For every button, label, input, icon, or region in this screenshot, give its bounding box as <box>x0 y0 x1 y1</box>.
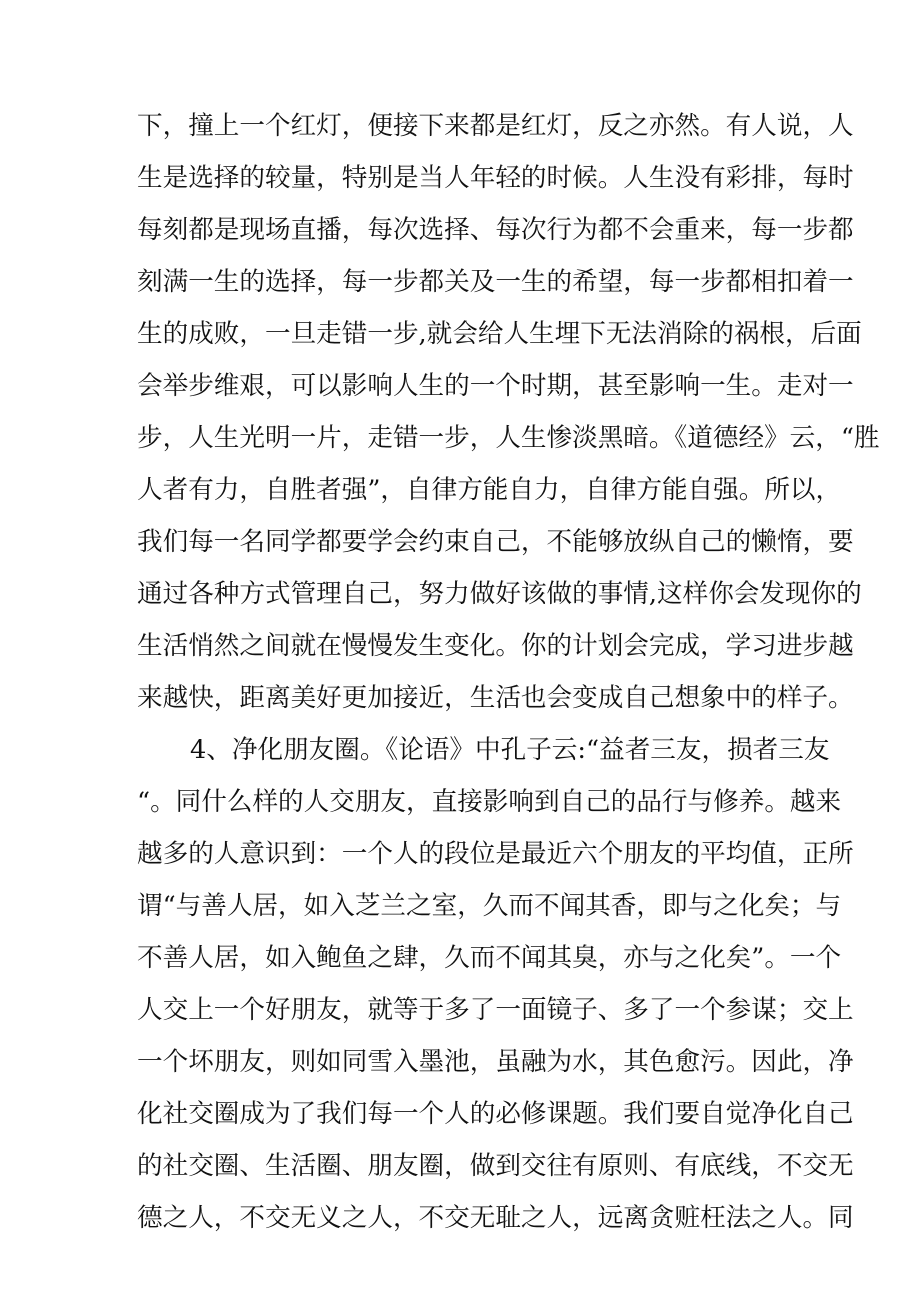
text-line: 每刻都是现场直播，每次选择、每次行为都不会重来，每一步都 <box>137 215 854 245</box>
text-line: 生的成败，一旦走错一步,就会给人生埋下无法消除的祸根，后面 <box>137 319 862 349</box>
text-line: 生是选择的较量，特别是当人年轻的时候。人生没有彩排，每时 <box>137 163 854 193</box>
text-line: 人交上一个好朋友，就等于多了一面镜子、多了一个参谋；交上 <box>137 995 854 1025</box>
text-line: 越多的人意识到：一个人的段位是最近六个朋友的平均值，正所 <box>137 839 854 869</box>
text-line-paragraph-end: 来越快，距离美好更加接近，生活也会变成自己想象中的样子。 <box>137 683 854 713</box>
text-line: 德之人，不交无义之人，不交无耻之人，远离贪赃枉法之人。同 <box>137 1203 854 1233</box>
text-line: 通过各种方式管理自己，努力做好该做的事情,这样你会发现你的 <box>137 579 862 609</box>
text-line: 会举步维艰，可以影响人生的一个时期，甚至影响一生。走对一 <box>137 371 854 401</box>
text-line: 刻满一生的选择，每一步都关及一生的希望，每一步都相扣着一 <box>137 267 854 297</box>
text-line: 人者有力，自胜者强”，自律方能自力，自律方能自强。所以， <box>137 475 842 505</box>
text-line: 我们每一名同学都要学会约束自己，不能够放纵自己的懒惰，要 <box>137 527 854 557</box>
text-line: 谓“与善人居，如入芝兰之室，久而不闻其香，即与之化矣；与 <box>137 891 842 921</box>
text-line: 的社交圈、生活圈、朋友圈，做到交往有原则、有底线，不交无 <box>137 1151 854 1181</box>
text-line: 化社交圈成为了我们每一个人的必修课题。我们要自觉净化自己 <box>137 1099 854 1129</box>
text-line: “。同什么样的人交朋友，直接影响到自己的品行与修养。越来 <box>137 787 842 817</box>
text-line: 一个坏朋友，则如同雪入墨池，虽融为水，其色愈污。因此，净 <box>137 1047 854 1077</box>
text-line: 步，人生光明一片，走错一步，人生惨淡黑暗。《道德经》云，“胜 <box>137 423 880 453</box>
text-line: 生活悄然之间就在慢慢发生变化。你的计划会完成，学习进步越 <box>137 631 854 661</box>
text-line: 下，撞上一个红灯，便接下来都是红灯，反之亦然。有人说，人 <box>137 111 854 141</box>
text-line: 不善人居，如入鲍鱼之肆，久而不闻其臭，亦与之化矣”。一个 <box>137 943 842 973</box>
text-line-paragraph-start: 4、净化朋友圈。《论语》中孔子云:“益者三友，损者三友 <box>190 735 830 765</box>
